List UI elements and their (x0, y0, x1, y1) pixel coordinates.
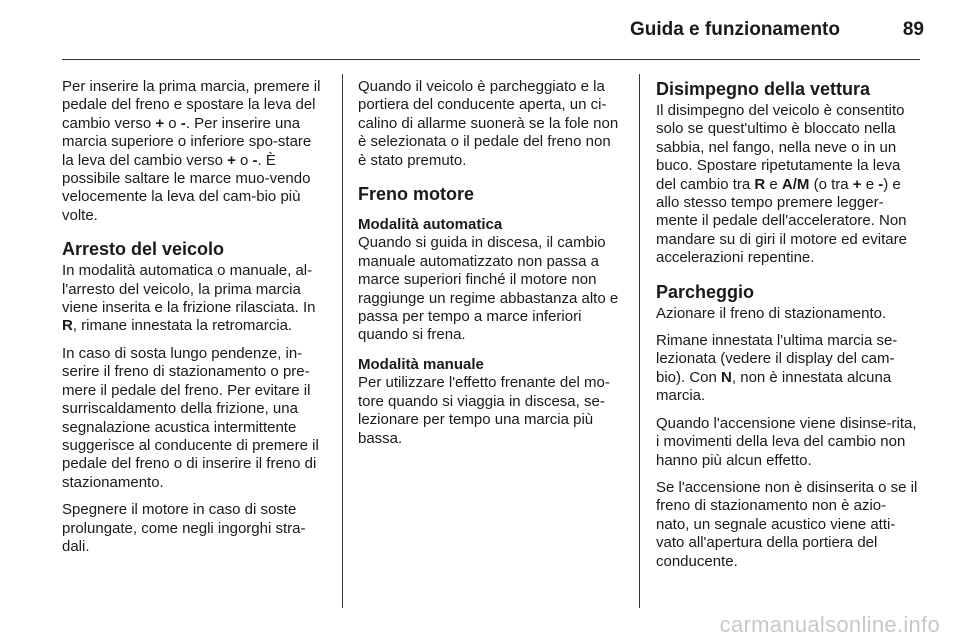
paragraph-first-gear: Per inserire la prima marcia, premere il pedale del freno e spostare la leva del cambio verso + o -. Per inserire una marcia superiore o inferiore spo-stare la leva del cambio verso + o -. È possibile saltare le marce muo-vendo velocemente la leva del cam-bio più volte. (62, 78, 321, 224)
watermark: carmanualsonline.info (719, 612, 940, 637)
paragraph-parking-brake: Azionare il freno di stazionamento. (656, 304, 887, 322)
column-1 (62, 78, 324, 565)
column-2 (358, 78, 620, 457)
paragraph-parked-alarm: Quando il veicolo è parcheggiato e la portiera del conducente aperta, un ci-calino di allarme suonerà se la fole non è selezionata o il pedale del freno non è stato premuto. (358, 78, 619, 169)
paragraph-last-gear: Rimane innestata l'ultima marcia se-lezionata (vedere il display del cam-bio). Con N, non è innestata alcuna marcia. (656, 332, 898, 405)
section-title: Guida e funzionamento (629, 19, 840, 40)
paragraph-ignition-off: Quando l'accensione viene disinse-rita, i movimenti della leva del cambio non hanno più alcun effetto. (656, 414, 917, 469)
heading-manual-mode: Modalità manuale (358, 355, 484, 373)
column-divider-1 (342, 74, 343, 608)
paragraph-vehicle-release: Il disimpegno del veicolo è consentito solo se quest'ultimo è bloccato nella sabbia, nel fango, nella neve o in un buco. Spostare ripetutamente la leva del cambio tra R e A/M (o tra + e -) e allo stesso tempo premere legger-mente il pedale dell'acceleratore. Non mandare su di giri il motore ed evitare accelerazioni repentine. (656, 102, 907, 267)
column-divider-2 (639, 74, 640, 608)
paragraph-slopes: In caso di sosta lungo pendenze, in-serire il freno di stazionamento o pre-mere il pedale del freno. Per evitare il surriscaldamento della frizione, una segnalazione acustica intermittente suggerisce al conducente di premere il pedale del freno o di inserire il freno di stazionamento. (62, 344, 319, 491)
paragraph-vehicle-stop: In modalità automatica o manuale, al-l'arresto del veicolo, la prima marcia viene inserita e la frizione rilasciata. In R, rimane innestata la retromarcia. (62, 262, 316, 335)
heading-vehicle-stop: Arresto del veicolo (62, 239, 225, 260)
paragraph-automatic-mode: Quando si guida in discesa, il cambio manuale automatizzato non passa a marce superiori finché il motore non raggiunge un regime abbastanza alto e passa per tempo a marce inferiori quando si frena. (358, 234, 619, 344)
header-rule (62, 59, 920, 60)
heading-engine-brake: Freno motore (358, 184, 475, 205)
column-3 (656, 78, 918, 580)
paragraph-manual-mode: Per utilizzare l'effetto frenante del mo-tore quando si viaggia in discesa, se-lezionare per tempo una marcia più bassa. (358, 374, 610, 447)
heading-automatic-mode: Modalità automatica (358, 216, 503, 234)
paragraph-long-stops: Spegnere il motore in caso di soste prolungate, come negli ingorghi stra-dali. (62, 501, 306, 555)
paragraph-ignition-warning: Se l'accensione non è disinserita o se il freno di stazionamento non è azio-nato, un segnale acustico viene atti-vato all'apertura della portiera del conducente. (656, 478, 918, 570)
heading-parking: Parcheggio (656, 281, 755, 302)
page-number: 89 (902, 19, 924, 40)
heading-vehicle-release: Disimpegno della vettura (656, 79, 871, 99)
